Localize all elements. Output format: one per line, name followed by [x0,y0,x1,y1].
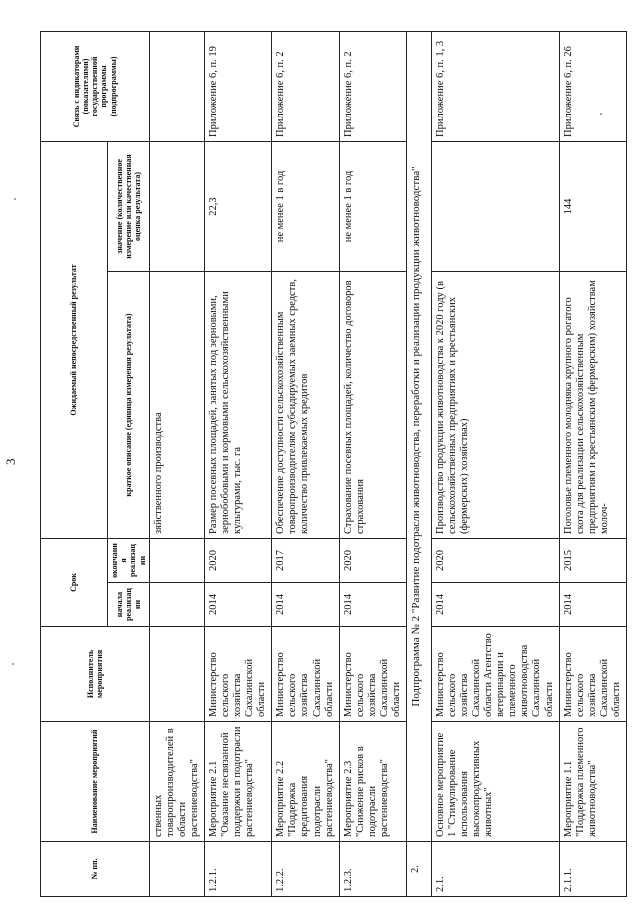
table-row [559,32,626,897]
cell-num [149,842,204,897]
header-expected: Ожидаемый непосредственный результат [41,142,108,539]
cell-end: 2020 [431,539,559,583]
cell-value: 22,3 [205,142,272,272]
cell-desc: Поголовье племенного молодняка крупного рогатого скота для реализации сельскохозяйственным предприятиям и крестьянским (фермерским) хозяйствам молоч- [559,272,626,539]
table-row [205,32,272,897]
header-term: Срок [41,539,108,627]
cell-desc: зяйственного производства [149,272,204,539]
table-row [149,32,204,897]
cell-name: Мероприятие 2.2 "Поддержка кредитования подотрасли растениеводства" [272,722,339,842]
cell-executor: Министерство сельского хозяйства Сахалинской области [559,627,626,722]
cell-end: 2020 [339,539,406,583]
cell-name: ственных товаропроизводителей в области растениеводства" [149,722,204,842]
cell-value: 144 [559,142,626,272]
cell-name: Мероприятие 1.1 "Поддержка племенного животноводства" [559,722,626,842]
header-term-end: окончания реализации [108,539,150,583]
cell-end: 2020 [205,539,272,583]
cell-name: Мероприятие 2.1 "Оказание несвязанной поддержки в подотрасли растениеводства" [205,722,272,842]
cell-desc: Размер посевных площадей, занятых под зерновыми, зернобобовыми и кормовыми сельскохозяйственными культурами, тыс. га [205,272,272,539]
cell-executor: Министерство сельского хозяйства Сахалинской области [205,627,272,722]
scan-speck [12,663,14,665]
header-expected-value: значение (количественное измерение или качественная оценка результата) [108,142,150,272]
cell-link: Приложение 6, п. 2 [272,32,339,142]
cell-value [149,142,204,272]
cell-num: 1.2.1. [205,842,272,897]
cell-link: Приложение 6, п. 2 [339,32,406,142]
cell-executor: Министерство сельского хозяйства Сахалинской области [339,627,406,722]
header-term-start: начала реализации [108,583,150,627]
cell-executor [149,627,204,722]
cell-start [149,583,204,627]
cell-num: 2.1.1. [559,842,626,897]
measures-table [40,31,627,897]
cell-start: 2014 [339,583,406,627]
section-row [406,32,431,897]
header-num: № пп. [41,842,150,897]
cell-start: 2014 [431,583,559,627]
header-link: Связь с индикаторами (показателями) государственной программы (подпрограммы) [41,32,150,142]
header-expected-desc: краткое описание (единица измерения результата) [108,272,150,539]
cell-name: Мероприятие 2.3 "Снижение рисков в подотрасли растениеводства" [339,722,406,842]
cell-desc: Страхование посевных площадей, количество договоров страхования [339,272,406,539]
cell-end: 2015 [559,539,626,583]
cell-num: 1.2.2. [272,842,339,897]
cell-executor: Министерство сельского хозяйства Сахалинской области Агентство ветеринарии и племенного животноводства Сахалинской области [431,627,559,722]
cell-link [149,32,204,142]
cell-executor: Министерство сельского хозяйства Сахалинской области [272,627,339,722]
cell-num: 2. [406,842,431,897]
header-executor: Исполнитель мероприятия [41,627,150,722]
header-row [41,32,108,897]
cell-value: не менее 1 в год [272,142,339,272]
section-title: Подпрограмма № 2 "Развитие подотрасли животноводства, переработки и реализации продукции животноводства" [406,32,431,842]
cell-start: 2014 [559,583,626,627]
cell-link: Приложение 6, п. 19 [205,32,272,142]
cell-value [431,142,559,272]
table-row [431,32,559,897]
cell-end [149,539,204,583]
cell-name: Основное мероприятие 1 "Стимулирование использования высокопродуктивных животных" [431,722,559,842]
cell-end: 2017 [272,539,339,583]
cell-start: 2014 [272,583,339,627]
page-number: 3 [3,458,18,465]
cell-desc: Производство продукции животноводства к 2020 году (в сельскохозяйственных предприятиях и крестьянских (фермерских) хозяйствах) [431,272,559,539]
table-row [339,32,406,897]
cell-num: 1.2.3. [339,842,406,897]
cell-start: 2014 [205,583,272,627]
cell-num: 2.1. [431,842,559,897]
scan-speck [14,198,16,200]
cell-desc: Обеспечение доступности сельскохозяйственным товаропроизводителям субсидируемых заемных средств, количество привлекаемых кредитов [272,272,339,539]
table-row [272,32,339,897]
header-name: Наименование мероприятий [41,722,150,842]
cell-link: Приложение 6, п. 26 [559,32,626,142]
cell-link: Приложение 6, п. 1, 3 [431,32,559,142]
cell-value: не менее 1 в год [339,142,406,272]
